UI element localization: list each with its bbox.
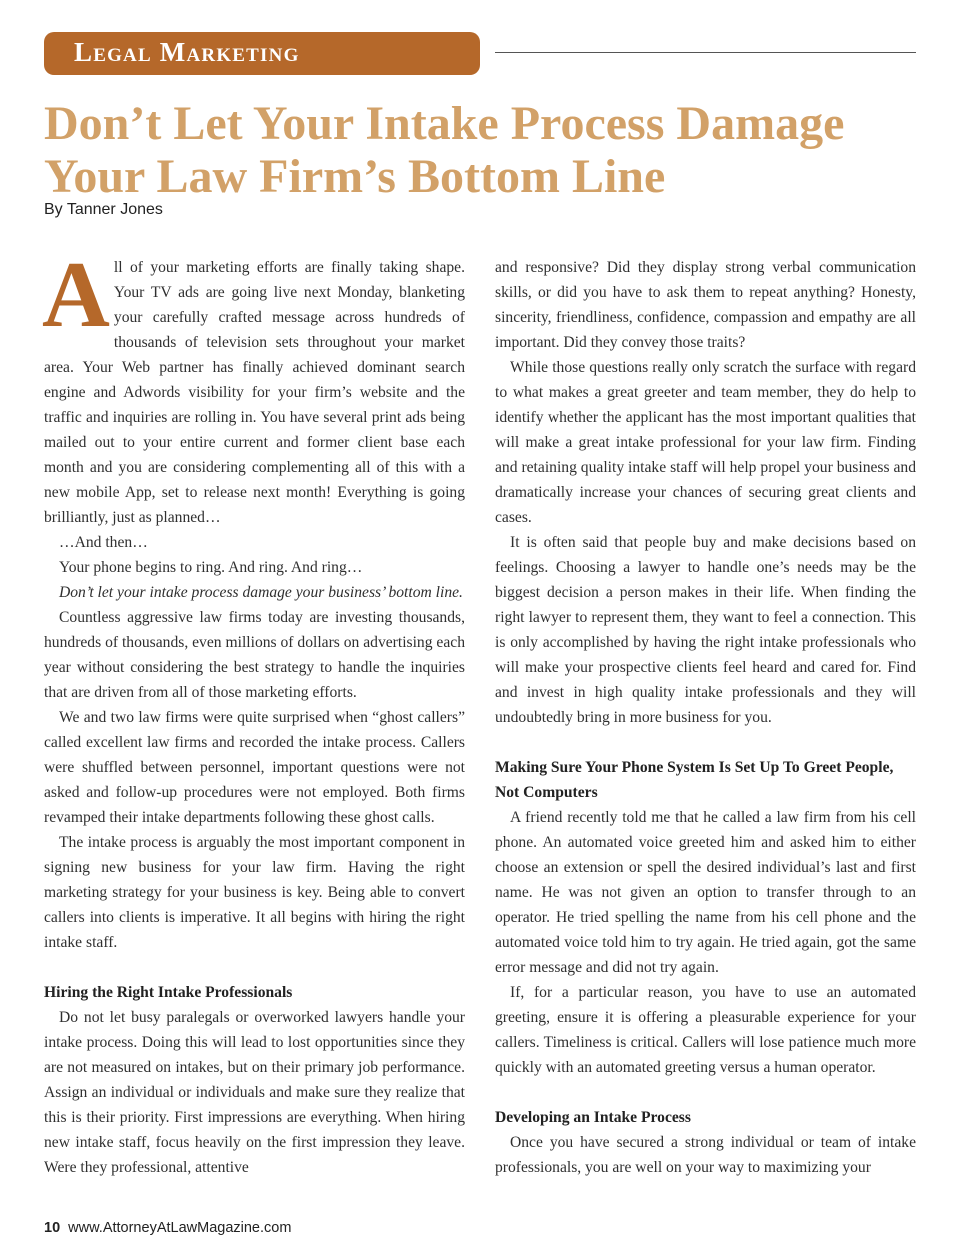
- italic-paragraph: Don’t let your intake process damage your business’ bottom line.: [59, 584, 463, 601]
- spacer: [495, 1080, 916, 1105]
- paragraph: and responsive? Did they display strong verbal communication skills, or did you have to ask them to repeat anything? Honesty, sincerity, friendliness, confidence, compassion and empathy are all important. Did they convey those traits?: [495, 259, 916, 351]
- paragraph: Your phone begins to ring. And ring. And ring…: [59, 559, 363, 576]
- paragraph: A friend recently told me that he called a law firm from his cell phone. An automated voice greeted him and asked him to either choose an extension or spell the desired individual’s last and first name. He was not given an option to transfer through to an operator. He tried spelling the name from his cell phone and the automated voice told him to try again. He tried again, got the same error message and did not try again.: [495, 809, 916, 976]
- header-rule: [495, 52, 916, 53]
- paragraph: We and two law firms were quite surprised when “ghost callers” called excellent law firms and recorded the intake process. Callers were shuffled between personnel, important questions were not asked and follow-up procedures were not employed. Both firms revamped their intake departments following these ghost calls.: [44, 709, 465, 826]
- paragraph: While those questions really only scratch the surface with regard to what makes a great greeter and team member, they do help to identify whether the applicant has the most important qualities that will make a great intake professional for your law firm. Finding and retaining quality intake staff will help propel your business and dramatically increase your chances of securing great clients and cases.: [495, 359, 916, 526]
- right-column: [495, 255, 916, 1180]
- article-title: Don’t Let Your Intake Process Damage Your Law Firm’s Bottom Line: [44, 97, 845, 203]
- paragraph: Countless aggressive law firms today are investing thousands, hundreds of thousands, even millions of dollars on advertising each year without considering the best strategy to handle the inquiries that are driven from all of those marketing efforts.: [44, 609, 465, 701]
- drop-cap: A: [42, 243, 110, 347]
- subheading-intake-process: Developing an Intake Process: [495, 1109, 691, 1126]
- footer-url: www.AttorneyAtLawMagazine.com: [68, 1220, 292, 1236]
- spacer: [495, 730, 916, 755]
- intro-paragraph: [42, 243, 465, 530]
- paragraph: Once you have secured a strong individual or team of intake professionals, you are well on your way to maximizing your: [495, 1134, 916, 1176]
- paragraph: It is often said that people buy and make decisions based on feelings. Choosing a lawyer to handle one’s needs may be the biggest decision a person makes in their life. When finding the right lawyer to represent them, they want to feel a connection. This is only accomplished by having the right intake professionals who will make your prospective clients feel heard and cared for. Find and invest in high quality intake professionals and they will undoubtedly bring in more business for you.: [495, 534, 916, 726]
- section-label: Legal Marketing: [74, 37, 300, 67]
- spacer: [44, 955, 465, 980]
- paragraph: If, for a particular reason, you have to use an automated greeting, ensure it is offering a pleasurable experience for your callers. Timeliness is critical. Callers will lose patience much more quickly with an automated greeting versus a human operator.: [495, 984, 916, 1076]
- left-column: [42, 243, 465, 1180]
- subheading-phone-system: Making Sure Your Phone System Is Set Up To Greet People, Not Computers: [495, 759, 894, 801]
- paragraph: Do not let busy paralegals or overworked lawyers handle your intake process. Doing this will lead to lost opportunities since they are not measured on intakes, but on their primary job performance. Assign an individual or individuals and make sure they realize that this is their priority. First impressions are everything. When hiring new intake staff, focus heavily on the first impression they leave. Were they professional, attentive: [44, 1009, 465, 1176]
- intro-paragraph-text: ll of your marketing efforts are finally taking shape. Your TV ads are going live next Monday, blanketing your carefully crafted message across hundreds of thousands of television sets throughout your market area. Your Web partner has finally achieved dominant search engine and Adwords visibility for your firm’s website and the traffic and inquiries are rolling in. You have several print ads being mailed out to your entire current and former client base each month and you are considering complementing all of this with a new mobile App, set to release next month! Everything is going brilliantly, just as planned…: [44, 259, 465, 526]
- page-number: 10: [44, 1220, 61, 1236]
- paragraph: The intake process is arguably the most important component in signing new business for your law firm. Having the right marketing strategy for your business is key. Being able to convert callers into clients is imperative. It all begins with hiring the right intake staff.: [44, 834, 465, 951]
- byline: By Tanner Jones: [44, 201, 163, 218]
- subheading-hiring: Hiring the Right Intake Professionals: [44, 984, 293, 1001]
- section-label-tab: [44, 32, 480, 75]
- paragraph: …And then…: [59, 534, 148, 551]
- page-footer: [44, 1220, 291, 1236]
